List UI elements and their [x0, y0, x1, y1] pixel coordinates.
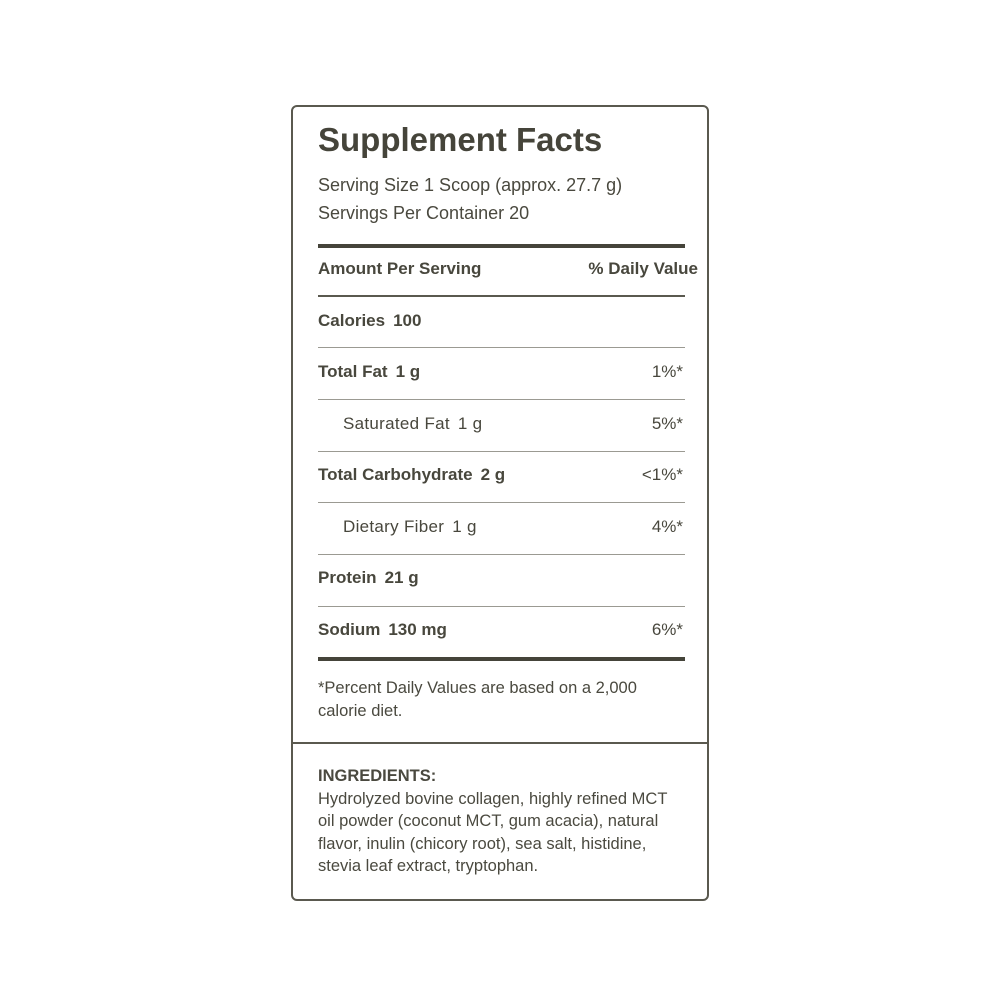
nutrient-name: Total Carbohydrate 2 g: [318, 465, 506, 484]
column-header-row: [318, 259, 698, 283]
nutrient-dv: 5%*: [651, 414, 683, 433]
row-divider: [318, 451, 685, 452]
bottom-thick-rule: [318, 657, 685, 661]
nutrient-name: Dietary Fiber 1 g: [343, 517, 477, 536]
servings-per-container: Servings Per Container 20: [318, 203, 530, 223]
amount-per-serving-header: Amount Per Serving: [318, 259, 482, 278]
row-divider: [318, 347, 685, 348]
ingredients-heading: INGREDIENTS:: [318, 767, 437, 785]
daily-value-header: % Daily Value: [588, 259, 698, 278]
row-divider: [318, 399, 685, 400]
row-divider: [318, 554, 685, 555]
top-thick-rule: [318, 244, 685, 248]
nutrient-name: Sodium 130 mg: [318, 620, 447, 639]
row-divider: [318, 606, 685, 607]
nutrient-row-saturated-fat: [318, 414, 685, 438]
daily-value-footnote: *Percent Daily Values are based on a 2,000 calorie diet.: [318, 679, 637, 720]
nutrient-dv: 4%*: [651, 517, 683, 536]
nutrient-row-total-carbohydrate: [318, 465, 685, 489]
row-divider: [318, 502, 685, 503]
nutrient-name: Saturated Fat 1 g: [343, 414, 483, 433]
panel-title: Supplement Facts: [318, 121, 603, 158]
nutrient-dv: 6%*: [651, 620, 683, 639]
nutrient-name: Total Fat 1 g: [318, 362, 421, 381]
nutrient-dv: 1%*: [651, 362, 683, 381]
supplement-facts-panel: [291, 105, 709, 901]
ingredients-text: Hydrolyzed bovine collagen, highly refined MCT oil powder (coconut MCT, gum acacia), natural flavor, inulin (chicory root), sea salt, histidine, stevia leaf extract, tryptophan.: [318, 789, 668, 875]
serving-size: Serving Size 1 Scoop (approx. 27.7 g): [318, 175, 623, 195]
nutrient-name: Calories 100: [318, 311, 422, 330]
nutrient-name: Protein 21 g: [318, 568, 419, 587]
nutrient-row-sodium: [318, 620, 685, 644]
nutrient-row-dietary-fiber: [318, 517, 685, 541]
ingredients-section: [318, 765, 688, 878]
nutrient-row-total-fat: [318, 362, 685, 386]
nutrient-row-calories: [318, 311, 685, 335]
nutrient-dv: <1%*: [641, 465, 683, 484]
header-rule: [318, 295, 685, 297]
nutrient-row-protein: [318, 568, 685, 592]
section-divider: [293, 742, 707, 744]
